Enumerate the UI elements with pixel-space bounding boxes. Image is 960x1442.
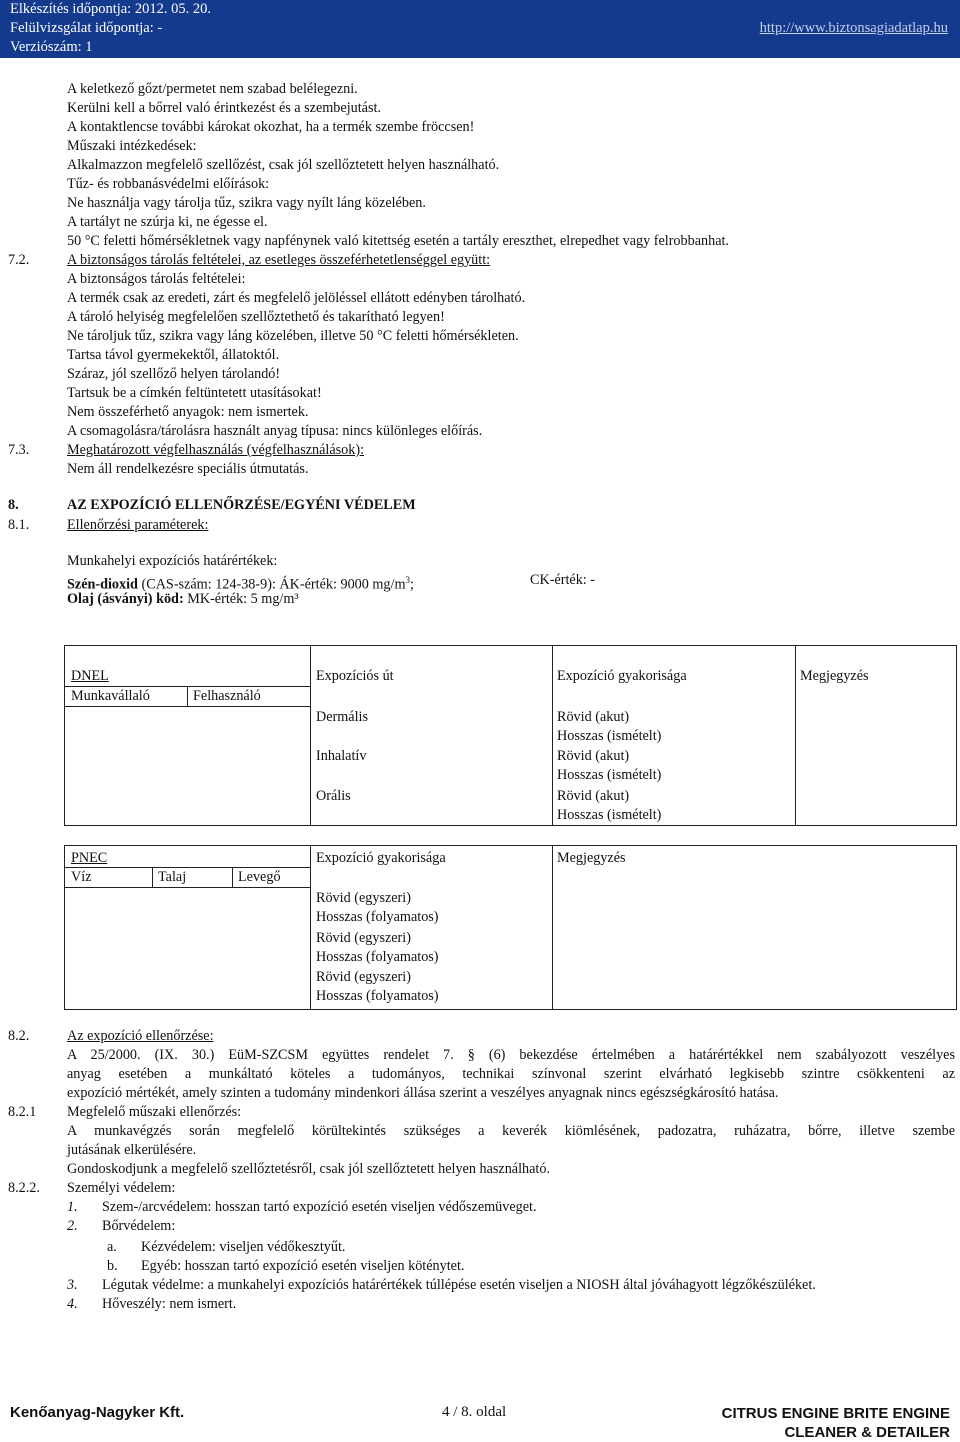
water-subheader: Víz — [71, 869, 92, 885]
section-number: 8. — [8, 497, 19, 513]
storage-line: A biztonságos tárolás feltételei: — [67, 271, 246, 287]
section-title: Meghatározott végfelhasználás (végfelhasználások): — [67, 442, 365, 458]
intro-line: A keletkező gőzt/permetet nem szabad belélegezni. — [67, 81, 358, 97]
table-divider — [310, 645, 311, 826]
section-number: 8.2.2. — [8, 1180, 40, 1196]
table-divider — [795, 645, 796, 826]
page-number: 4 / 8. oldal — [442, 1404, 507, 1420]
pnec-header: PNEC — [71, 850, 108, 866]
section-number: 8.1. — [8, 517, 30, 533]
review-date: Felülvizsgálat időpontja: - — [10, 20, 163, 36]
section-title: Az expozíció ellenőrzése: — [67, 1028, 214, 1044]
soil-subheader: Talaj — [158, 869, 187, 885]
product-name-line: CLEANER & DETAILER — [784, 1424, 950, 1441]
worker-subheader: Munkavállaló — [71, 688, 150, 704]
table-divider — [64, 706, 310, 707]
table-divider — [187, 686, 188, 706]
list-marker: 1. — [67, 1199, 78, 1215]
list-item: Légutak védelme: a munkahelyi expozíciós határértékek túllépése esetén viseljen a NIOSH által jóváhagyott légzőkészüléket. — [102, 1277, 816, 1293]
frequency-header: Expozíció gyakorisága — [316, 850, 446, 866]
intro-line: 50 °C feletti hőmérsékletnek vagy napfénynek való kitettség esetén a tartály ereszthet, elrepedhet vagy felrobbanhat. — [67, 233, 729, 249]
route-cell: Inhalatív — [316, 748, 367, 764]
version-number: Verziószám: 1 — [10, 39, 93, 55]
list-item: Egyéb: hosszan tartó expozíció esetén viseljen köténytet. — [141, 1258, 465, 1274]
section-number: 7.3. — [8, 442, 30, 458]
list-marker: 2. — [67, 1218, 78, 1234]
regulation-text: expozíció mértékét, amely szinten a tudomány mindenkori állása szerint a veszélyes anyagnak nincs egészségkárosító hatása. — [67, 1085, 779, 1101]
storage-line: A termék csak az eredeti, zárt és megfelelő jelöléssel ellátott edényben tárolható. — [67, 290, 526, 306]
co2-sup: 3 — [405, 575, 410, 585]
engineering-text: A munkavégzés során megfelelő körültekintés szükséges a keverék kiömlésének, padozatra, ruházatra, bőrre, illetve szembe — [67, 1123, 955, 1139]
product-name — [722, 1404, 950, 1442]
list-marker: 3. — [67, 1277, 78, 1293]
section-number: 8.2.1 — [8, 1104, 37, 1120]
co2-text: (CAS-szám: 124-38-9): ÁK-érték: 9000 mg/m — [141, 576, 406, 593]
frequency-cell: Rövid (akut) — [557, 709, 630, 725]
co2-name: Szén-dioxid — [67, 576, 138, 593]
oil-limit — [67, 590, 299, 609]
storage-line: Ne tároljuk tűz, szikra vagy láng közelében, illetve 50 °C feletti hőmérsékleten. — [67, 328, 519, 344]
section-title: Személyi védelem: — [67, 1180, 176, 1196]
product-name-line: CITRUS ENGINE BRITE ENGINE — [721, 1405, 950, 1422]
list-marker: a. — [107, 1239, 117, 1255]
table-divider — [552, 645, 553, 826]
list-item: Hőveszély: nem ismert. — [102, 1296, 237, 1312]
frequency-cell: Hosszas (folyamatos) — [316, 988, 439, 1004]
co2-ck: CK-érték: - — [530, 572, 596, 588]
frequency-cell: Hosszas (ismételt) — [557, 728, 662, 744]
list-item: Bőrvédelem: — [102, 1218, 176, 1234]
section-heading: AZ EXPOZÍCIÓ ELLENŐRZÉSE/EGYÉNI VÉDELEM — [67, 497, 416, 513]
regulation-text: A 25/2000. (IX. 30.) EüM-SZCSM együttes rendelet 7. § (6) bekezdése értelmében a határértékkel nem szabályozott veszélyes — [67, 1047, 955, 1063]
storage-line: Nem összeférhető anyagok: nem ismertek. — [67, 404, 309, 420]
frequency-cell: Hosszas (ismételt) — [557, 767, 662, 783]
storage-line: A csomagolásra/tárolásra használt anyag típusa: nincs különleges előírás. — [67, 423, 483, 439]
section-title: A biztonságos tárolás feltételei, az esetleges összeférhetetlenséggel együtt: — [67, 252, 491, 268]
pnec-border — [64, 845, 957, 1010]
frequency-cell: Hosszas (ismételt) — [557, 807, 662, 823]
table-divider — [232, 867, 233, 887]
frequency-cell: Rövid (egyszeri) — [316, 930, 411, 946]
storage-line: Száraz, jól szellőző helyen tárolandó! — [67, 366, 281, 382]
frequency-cell: Hosszas (folyamatos) — [316, 949, 439, 965]
website-link[interactable]: http://www.biztonsagiadatlap.hu — [759, 20, 948, 36]
intro-line: Ne használja vagy tárolja tűz, szikra vagy nyílt láng közelében. — [67, 195, 426, 211]
frequency-header: Expozíció gyakorisága — [557, 668, 687, 684]
intro-line: A kontaktlencse további károkat okozhat, ha a termék szembe fröccsen! — [67, 119, 475, 135]
frequency-cell: Hosszas (folyamatos) — [316, 909, 439, 925]
regulation-text: anyag esetében a munkáltató köteles a tudományos, technikai színvonal szerint elvárható legkisebb szintre csökkenteni az — [67, 1066, 955, 1082]
list-item: Kézvédelem: viseljen védőkesztyűt. — [141, 1239, 346, 1255]
note-header: Megjegyzés — [800, 668, 869, 684]
frequency-cell: Rövid (akut) — [557, 788, 630, 804]
oil-text: MK-érték: 5 mg/m³ — [187, 591, 299, 607]
intro-line: Műszaki intézkedések: — [67, 138, 197, 154]
section-number: 8.2. — [8, 1028, 30, 1044]
document-header — [0, 0, 960, 58]
oil-name: Olaj (ásványi) köd: — [67, 591, 184, 607]
frequency-cell: Rövid (akut) — [557, 748, 630, 764]
created-date: Elkészítés időpontja: 2012. 05. 20. — [10, 1, 211, 17]
engineering-text: jutásának elkerülésére. — [67, 1142, 197, 1158]
storage-line: Tartsa távol gyermekektől, állatoktól. — [67, 347, 280, 363]
consumer-subheader: Felhasználó — [193, 688, 261, 704]
storage-line: A tároló helyiség megfelelően szellőztethető és takarítható legyen! — [67, 309, 445, 325]
company-name: Kenőanyag-Nagyker Kft. — [10, 1404, 185, 1421]
limits-heading: Munkahelyi expozíciós határértékek: — [67, 553, 278, 569]
route-header: Expozíciós út — [316, 668, 394, 684]
route-cell: Orális — [316, 788, 351, 804]
list-item: Szem-/arcvédelem: hosszan tartó expozíció esetén viseljen védőszemüveget. — [102, 1199, 537, 1215]
frequency-cell: Rövid (egyszeri) — [316, 969, 411, 985]
intro-line: Kerülni kell a bőrrel való érintkezést és a szembejutást. — [67, 100, 381, 116]
intro-line: A tartályt ne szúrja ki, ne égesse el. — [67, 214, 268, 230]
air-subheader: Levegő — [238, 869, 281, 885]
dnel-header: DNEL — [71, 668, 109, 684]
table-divider — [64, 887, 310, 888]
section-number: 7.2. — [8, 252, 30, 268]
table-divider — [152, 867, 153, 887]
co2-tail: ; — [410, 576, 414, 593]
section-title: Megfelelő műszaki ellenőrzés: — [67, 1104, 242, 1120]
intro-line: Tűz- és robbanásvédelmi előírások: — [67, 176, 270, 192]
note-header: Megjegyzés — [557, 850, 626, 866]
section-text: Nem áll rendelkezésre speciális útmutatás. — [67, 461, 309, 477]
frequency-cell: Rövid (egyszeri) — [316, 890, 411, 906]
table-divider — [310, 845, 311, 1010]
section-title: Ellenőrzési paraméterek: — [67, 517, 209, 533]
route-cell: Dermális — [316, 709, 369, 725]
list-marker: b. — [107, 1258, 118, 1274]
list-marker: 4. — [67, 1296, 78, 1312]
intro-line: Alkalmazzon megfelelő szellőzést, csak jól szellőztetett helyen használható. — [67, 157, 500, 173]
storage-line: Tartsuk be a címkén feltüntetett utasításokat! — [67, 385, 322, 401]
table-divider — [552, 845, 553, 1010]
engineering-text: Gondoskodjunk a megfelelő szellőztetésről, csak jól szellőztetett helyen használható. — [67, 1161, 551, 1177]
